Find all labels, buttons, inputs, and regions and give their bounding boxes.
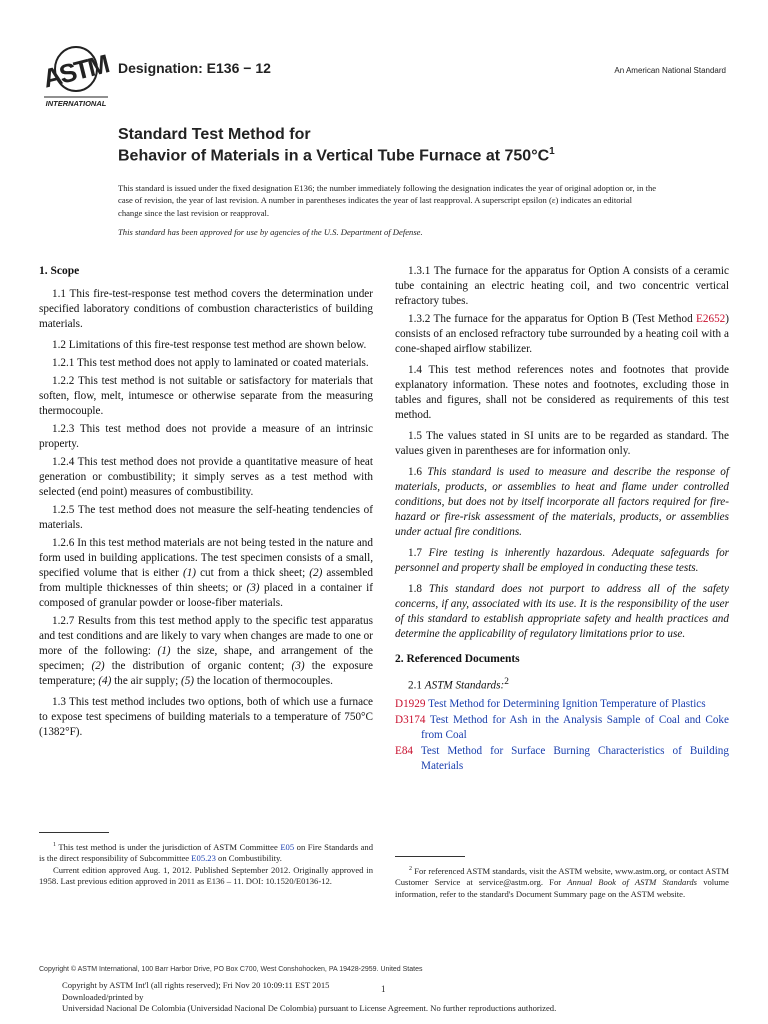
national-standard-label: An American National Standard [614,66,726,75]
paragraph-1-4: 1.4 This test method references notes and footnotes that provide explanatory information. These notes and footnotes, excluding those in tables and figures, shall not be considered as requirements of this test method. [395,364,729,421]
reference-e84[interactable]: E84 Test Method for Surface Burning Characteristics of Building Materials [395,744,729,772]
paragraph-1-3: 1.3 This test method includes two options, both of which use a furnace to expose test specimens of building materials to a temperature of 750°C (1382°F). [39,696,373,738]
paragraph-1-2-2: 1.2.2 This test method is not suitable or satisfactory for materials that soften, flow, melt, intumesce or otherwise separate from the measuring thermocouple. [39,375,373,417]
paragraph-1-2-4: 1.2.4 This test method does not provide a quantitative measure of heat generation or combustibility; it simply serves as a test method with selected (end point) measures of combustibility. [39,456,373,498]
paragraph-1-6: 1.6 This standard is used to measure and describe the response of materials, products, or assemblies to heat and flame under controlled conditions, but does not by itself incorporate all factors required for fire-hazard or fire-risk assessment of the materials, products, or assemblies under actual fire conditions. [395,466,730,538]
title-line1: Standard Test Method for [118,126,311,143]
paragraph-1-2: 1.2 Limitations of this fire-test response test method are shown below. [52,339,367,351]
link-e05-23[interactable]: E05.23 [191,853,216,864]
designation: Designation: E136 − 12 [118,60,271,76]
footnote-2: $^2$ For referenced ASTM standards, visit the ASTM website, www.astm.org, or contact ASTM Customer Service at service@astm.org. For Annual Book of ASTM Standards volume information, refer to the standard's Document Summary page on the ASTM website. [395,865,730,899]
reference-d1929[interactable]: D1929 Test Method for Determining Ignition Temperature of Plastics [395,697,706,710]
link-e05[interactable]: E05 [280,841,295,852]
section-heading-scope: 1. Scope [39,265,80,277]
paragraph-1-3-1: 1.3.1 The furnace for the apparatus for Option A consists of a ceramic tube containing an electric heating coil, and two concentric vertical refractory tubes. [395,265,729,307]
paragraph-1-8: 1.8 This standard does not purport to address all of the safety concerns, if any, associated with its use. It is the responsibility of the user of this standard to establish appropriate safety and health practices and determine the applicability of regulatory limitations prior to use. [395,583,730,640]
title-footnote-marker[interactable]: 1 [549,146,555,157]
dod-approval-note: This standard has been approved for use by agencies of the U.S. Department of Defense. [118,227,423,237]
paragraph-2-1: 2.1 ASTM Standards:$^2$ [408,677,509,692]
paragraph-1-3-2: 1.3.2 The furnace for the apparatus for Option B (Test Method E2652) consists of an enclosed refractory tube surrounded by a heating coil with a cone-shaped airflow stabilizer. [395,313,729,355]
paragraph-1-1: 1.1 This fire-test-response test method covers the determination under specified laboratory conditions of combustion characteristics of building materials. [39,288,373,330]
footnote-divider [39,832,109,833]
paragraph-1-2-6: 1.2.6 In this test method materials are not being tested in the nature and form used in building applications. The test specimen consists of a small, specified volume that is either (1) cut from a thick sheet; (2) assembled from multiple thicknesses of thin sheets; or (3) placed in a container if composed of granular powder or loose-fiber materials. [39,537,373,609]
paragraph-1-2-7: 1.2.7 Results from this test method apply to the specific test apparatus and test conditions and are likely to vary when changes are made to one or more of the following: (1) the size, shape, and arrangement of the specimen; (2) the distribution of organic content; (3) the exposure temperature; (4) the air supply; (5) the location of thermocouples. [39,615,374,687]
astm-logo-icon [38,46,114,108]
link-e2652[interactable]: E2652 [696,313,726,325]
paragraph-1-2-5: 1.2.5 The test method does not measure the self-heating tendencies of materials. [39,504,373,531]
footnote-1: $^1$ This test method is under the jurisdiction of ASTM Committee E05 on Fire Standards and is the direct responsibility of Subcommittee E05.23 on Combustibility. Current edition approved Aug. 1, 2012. Published September 2012. Originally approved in 1958. Last previous edition approved in 2011 as E136 – 11. DOI: 10.1520/E0136-12. [39,841,373,887]
copyright-notice: Copyright © ASTM International, 100 Barr Harbor Drive, PO Box C700, West Conshohocken, PA 19428-2959. United States [39,966,423,973]
download-notice: Copyright by ASTM Int'l (all rights reserved); Fri Nov 20 10:09:11 EST 2015 Downloaded/printed by Universidad Nacional De Colombia (Universidad Nacional De Colombia) pursuant to License Agreement. No further reproductions authorized. [62,980,557,1014]
paragraph-1-7: 1.7 Fire testing is inherently hazardous. Adequate safeguards for personnel and property shall be employed in conducting these tests. [395,547,730,574]
title-line2: Behavior of Materials in a Vertical Tube Furnace at $750^\circ C^1$ [118,146,555,165]
reference-d3174[interactable]: D3174 Test Method for Ash in the Analysis Sample of Coal and Coke from Coal [395,713,729,741]
svg-text:ASTM: ASTM [39,48,111,94]
paragraph-1-2-1: 1.2.1 This test method does not apply to laminated or coated materials. [52,357,369,369]
paragraph-1-2-3: 1.2.3 This test method does not provide a measure of an intrinsic property. [39,423,373,450]
right-column [395,264,729,775]
preamble-paragraph: This standard is issued under the fixed designation E136; the number immediately following the designation indicates the year of original adoption or, in the case of revision, the year of last revision. A number in parentheses indicates the year of last reapproval. A superscript epsilon (ε) indicates an editorial change since the last revision or reapproval. [118,183,657,218]
svg-text:INTERNATIONAL: INTERNATIONAL [45,99,107,108]
left-column [39,264,373,743]
paragraph-1-5: 1.5 The values stated in SI units are to be regarded as standard. The values given in parentheses are for information only. [395,430,729,457]
page-number: 1 [381,984,386,994]
section-heading-referenced-documents: 2. Referenced Documents [395,653,520,665]
footnote-divider [395,856,465,857]
